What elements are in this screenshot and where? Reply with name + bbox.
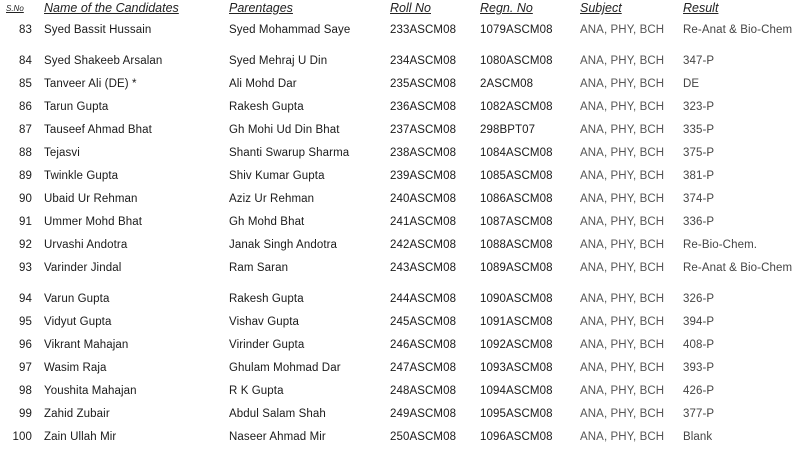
cell-roll-no: 249ASCM08 — [390, 408, 457, 420]
cell-candidate-name: Tauseef Ahmad Bhat — [44, 124, 152, 136]
cell-result: 374-P — [683, 193, 715, 205]
table-row — [0, 431, 800, 449]
cell-parentage: Shiv Kumar Gupta — [229, 170, 325, 182]
cell-result: 323-P — [683, 101, 715, 113]
table-row — [0, 293, 800, 311]
cell-subject: ANA, PHY, BCH — [580, 124, 665, 136]
cell-sno: 93 — [19, 262, 32, 274]
cell-sno: 83 — [19, 24, 32, 36]
cell-parentage: Abdul Salam Shah — [229, 408, 326, 420]
header-roll-no: Roll No — [390, 1, 431, 15]
cell-result: Blank — [683, 431, 713, 443]
cell-regn-no: 298BPT07 — [480, 124, 536, 136]
cell-sno: 100 — [12, 431, 32, 443]
cell-roll-no: 240ASCM08 — [390, 193, 457, 205]
table-row — [0, 78, 800, 96]
table-row — [0, 170, 800, 188]
header-name: Name of the Candidates — [44, 1, 179, 15]
cell-sno: 91 — [19, 216, 32, 228]
cell-regn-no: 1095ASCM08 — [480, 408, 553, 420]
cell-regn-no: 1080ASCM08 — [480, 55, 553, 67]
cell-candidate-name: Zahid Zubair — [44, 408, 110, 420]
table-row — [0, 147, 800, 165]
header-parentage: Parentages — [229, 1, 293, 15]
header-sno: S.No — [6, 4, 24, 13]
cell-roll-no: 239ASCM08 — [390, 170, 457, 182]
cell-parentage: Syed Mohammad Saye — [229, 24, 351, 36]
cell-subject: ANA, PHY, BCH — [580, 216, 665, 228]
cell-sno: 90 — [19, 193, 32, 205]
cell-result: 381-P — [683, 170, 715, 182]
cell-parentage: Aziz Ur Rehman — [229, 193, 315, 205]
cell-sno: 97 — [19, 362, 32, 374]
cell-subject: ANA, PHY, BCH — [580, 147, 665, 159]
cell-candidate-name: Ummer Mohd Bhat — [44, 216, 143, 228]
header-regn-no: Regn. No — [480, 1, 533, 15]
cell-subject: ANA, PHY, BCH — [580, 293, 665, 305]
cell-subject: ANA, PHY, BCH — [580, 78, 665, 90]
cell-subject: ANA, PHY, BCH — [580, 24, 665, 36]
cell-roll-no: 250ASCM08 — [390, 431, 457, 443]
cell-parentage: Vishav Gupta — [229, 316, 300, 328]
cell-subject: ANA, PHY, BCH — [580, 101, 665, 113]
cell-regn-no: 1093ASCM08 — [480, 362, 553, 374]
cell-roll-no: 247ASCM08 — [390, 362, 457, 374]
cell-candidate-name: Wasim Raja — [44, 362, 107, 374]
cell-result: 335-P — [683, 124, 715, 136]
cell-roll-no: 246ASCM08 — [390, 339, 457, 351]
cell-regn-no: 1084ASCM08 — [480, 147, 553, 159]
cell-candidate-name: Varinder Jindal — [44, 262, 122, 274]
cell-parentage: Rakesh Gupta — [229, 293, 304, 305]
cell-regn-no: 1087ASCM08 — [480, 216, 553, 228]
cell-subject: ANA, PHY, BCH — [580, 262, 665, 274]
table-row — [0, 408, 800, 426]
header-subject: Subject — [580, 1, 622, 15]
cell-subject: ANA, PHY, BCH — [580, 408, 665, 420]
cell-sno: 95 — [19, 316, 32, 328]
cell-sno: 96 — [19, 339, 32, 351]
cell-sno: 84 — [19, 55, 32, 67]
cell-sno: 85 — [19, 78, 32, 90]
cell-candidate-name: Varun Gupta — [44, 293, 110, 305]
table-row — [0, 385, 800, 403]
table-row — [0, 239, 800, 257]
table-row — [0, 55, 800, 73]
cell-regn-no: 1085ASCM08 — [480, 170, 553, 182]
cell-roll-no: 248ASCM08 — [390, 385, 457, 397]
cell-parentage: Shanti Swarup Sharma — [229, 147, 350, 159]
cell-subject: ANA, PHY, BCH — [580, 339, 665, 351]
cell-parentage: Naseer Ahmad Mir — [229, 431, 326, 443]
cell-result: 375-P — [683, 147, 715, 159]
table-row — [0, 339, 800, 357]
cell-subject: ANA, PHY, BCH — [580, 55, 665, 67]
cell-roll-no: 245ASCM08 — [390, 316, 457, 328]
cell-regn-no: 1094ASCM08 — [480, 385, 553, 397]
cell-result: 377-P — [683, 408, 715, 420]
cell-parentage: Ghulam Mohmad Dar — [229, 362, 341, 374]
cell-result: 347-P — [683, 55, 715, 67]
cell-roll-no: 244ASCM08 — [390, 293, 457, 305]
cell-regn-no: 1089ASCM08 — [480, 262, 553, 274]
cell-subject: ANA, PHY, BCH — [580, 239, 665, 251]
cell-sno: 98 — [19, 385, 32, 397]
table-row — [0, 316, 800, 334]
cell-result: 336-P — [683, 216, 715, 228]
cell-sno: 94 — [19, 293, 32, 305]
cell-sno: 88 — [19, 147, 32, 159]
cell-subject: ANA, PHY, BCH — [580, 316, 665, 328]
cell-result: 393-P — [683, 362, 715, 374]
table-row — [0, 262, 800, 280]
cell-regn-no: 1096ASCM08 — [480, 431, 553, 443]
cell-parentage: Virinder Gupta — [229, 339, 305, 351]
cell-sno: 89 — [19, 170, 32, 182]
cell-result: 326-P — [683, 293, 715, 305]
cell-regn-no: 1079ASCM08 — [480, 24, 553, 36]
cell-parentage: Rakesh Gupta — [229, 101, 304, 113]
table-row — [0, 101, 800, 119]
cell-candidate-name: Tarun Gupta — [44, 101, 109, 113]
cell-subject: ANA, PHY, BCH — [580, 362, 665, 374]
cell-roll-no: 238ASCM08 — [390, 147, 457, 159]
cell-roll-no: 243ASCM08 — [390, 262, 457, 274]
cell-sno: 86 — [19, 101, 32, 113]
cell-regn-no: 2ASCM08 — [480, 78, 534, 90]
cell-parentage: Gh Mohd Bhat — [229, 216, 305, 228]
cell-regn-no: 1088ASCM08 — [480, 239, 553, 251]
table-row — [0, 362, 800, 380]
cell-candidate-name: Vikrant Mahajan — [44, 339, 129, 351]
cell-roll-no: 241ASCM08 — [390, 216, 457, 228]
cell-parentage: Gh Mohi Ud Din Bhat — [229, 124, 340, 136]
cell-regn-no: 1082ASCM08 — [480, 101, 553, 113]
cell-parentage: R K Gupta — [229, 385, 284, 397]
cell-candidate-name: Youshita Mahajan — [44, 385, 137, 397]
cell-candidate-name: Ubaid Ur Rehman — [44, 193, 138, 205]
cell-result: 408-P — [683, 339, 715, 351]
table-row — [0, 193, 800, 211]
cell-regn-no: 1091ASCM08 — [480, 316, 553, 328]
cell-parentage: Ali Mohd Dar — [229, 78, 297, 90]
cell-result: Re-Anat & Bio-Chem — [683, 24, 793, 36]
table-row — [0, 24, 800, 42]
cell-roll-no: 235ASCM08 — [390, 78, 457, 90]
cell-subject: ANA, PHY, BCH — [580, 170, 665, 182]
table-row — [0, 124, 800, 142]
cell-candidate-name: Tejasvi — [44, 147, 80, 159]
cell-candidate-name: Tanveer Ali (DE) * — [44, 78, 137, 90]
cell-parentage: Syed Mehraj U Din — [229, 55, 328, 67]
cell-candidate-name: Twinkle Gupta — [44, 170, 119, 182]
cell-roll-no: 233ASCM08 — [390, 24, 457, 36]
cell-candidate-name: Urvashi Andotra — [44, 239, 128, 251]
cell-candidate-name: Syed Bassit Hussain — [44, 24, 152, 36]
cell-sno: 92 — [19, 239, 32, 251]
cell-sno: 87 — [19, 124, 32, 136]
cell-regn-no: 1086ASCM08 — [480, 193, 553, 205]
cell-candidate-name: Vidyut Gupta — [44, 316, 112, 328]
cell-regn-no: 1092ASCM08 — [480, 339, 553, 351]
cell-regn-no: 1090ASCM08 — [480, 293, 553, 305]
cell-roll-no: 234ASCM08 — [390, 55, 457, 67]
cell-subject: ANA, PHY, BCH — [580, 431, 665, 443]
cell-result: 394-P — [683, 316, 715, 328]
cell-roll-no: 237ASCM08 — [390, 124, 457, 136]
cell-candidate-name: Syed Shakeeb Arsalan — [44, 55, 163, 67]
header-result: Result — [683, 1, 719, 15]
cell-subject: ANA, PHY, BCH — [580, 193, 665, 205]
cell-parentage: Janak Singh Andotra — [229, 239, 338, 251]
cell-sno: 99 — [19, 408, 32, 420]
cell-result: DE — [683, 78, 700, 90]
table-row — [0, 216, 800, 234]
cell-parentage: Ram Saran — [229, 262, 289, 274]
cell-result: Re-Bio-Chem. — [683, 239, 758, 251]
cell-candidate-name: Zain Ullah Mir — [44, 431, 117, 443]
cell-roll-no: 236ASCM08 — [390, 101, 457, 113]
cell-roll-no: 242ASCM08 — [390, 239, 457, 251]
cell-result: 426-P — [683, 385, 715, 397]
cell-result: Re-Anat & Bio-Chem — [683, 262, 793, 274]
cell-subject: ANA, PHY, BCH — [580, 385, 665, 397]
